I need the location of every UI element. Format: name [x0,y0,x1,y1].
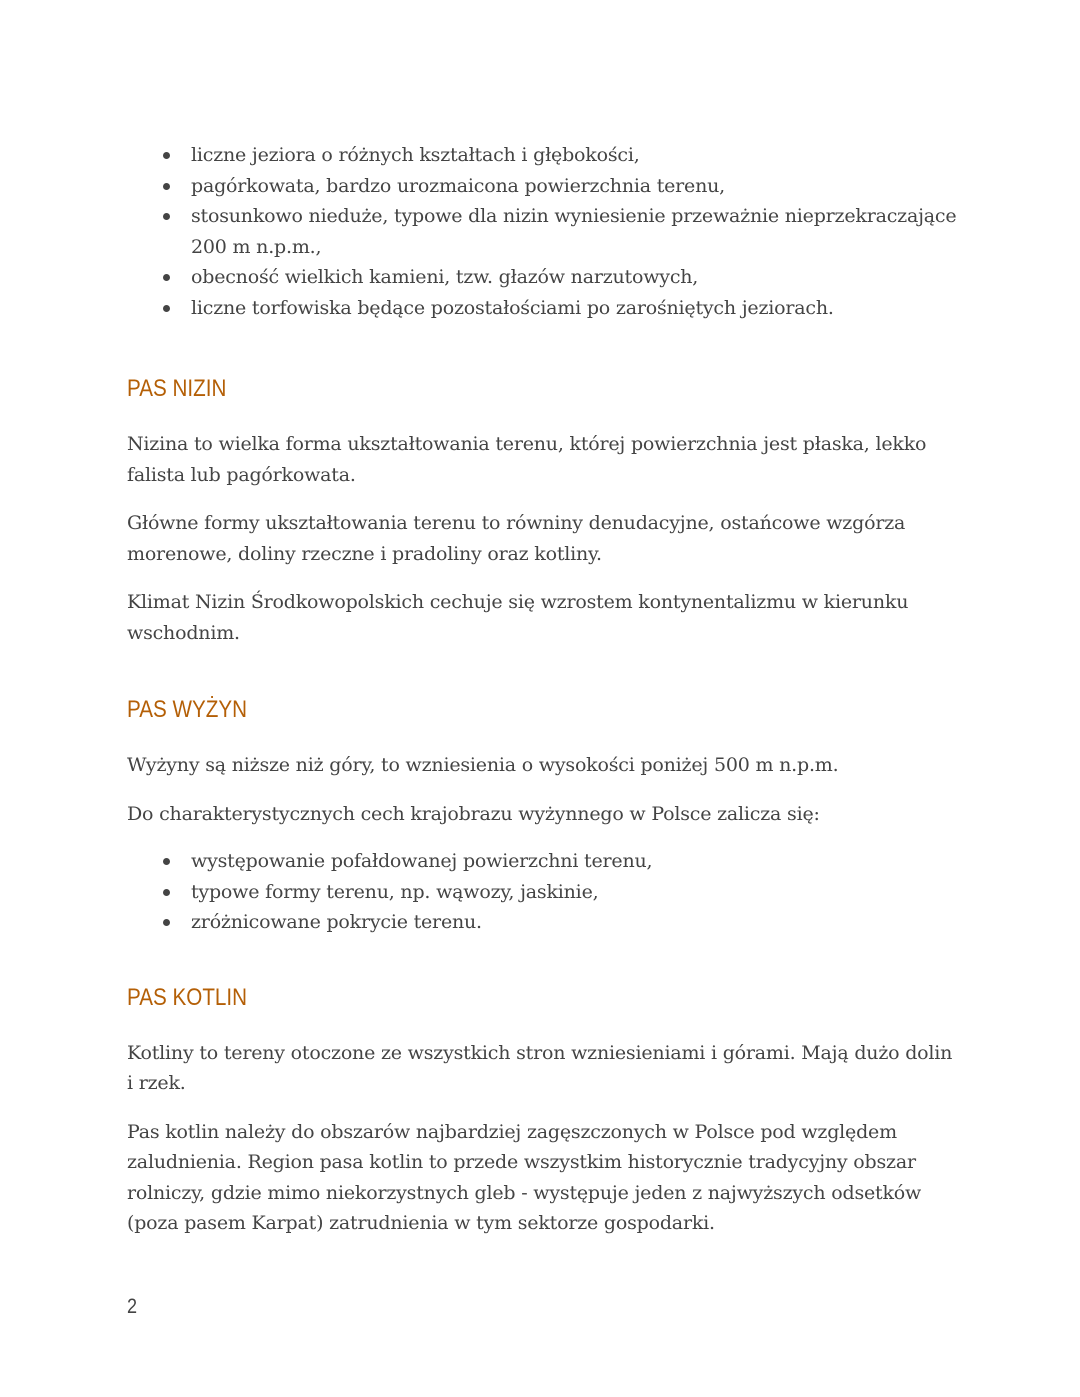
list-item-text: typowe formy terenu, np. wąwozy, jaskinie, [191,880,599,903]
document-page [127,140,957,1239]
list-item [163,171,957,202]
list-item [163,262,957,293]
section-heading-kotlin: PAS KOTLIN [127,983,248,1011]
paragraph: Kotliny to tereny otoczone ze wszystkich stron wzniesieniami i górami. Mają dużo dolin i rzek. [127,1041,953,1094]
list-item [163,846,957,877]
list-item-text: występowanie pofałdowanej powierzchni terenu, [191,850,653,872]
list-item-text: liczne jeziora o różnych kształtach i głębokości, [191,144,640,166]
bullet-icon [163,858,170,865]
paragraph: Do charakterystycznych cech krajobrazu wyżynnego w Polsce zalicza się: [127,802,820,825]
section-heading-nizin: PAS NIZIN [127,375,227,402]
list-item [163,877,957,908]
bullet-icon [163,183,170,190]
bullet-icon [163,889,170,896]
list-item-text: stosunkowo nieduże, typowe dla nizin wyniesienie przeważnie nieprzekraczające 200 m n.p.m., [191,205,957,258]
bullet-icon [163,305,170,312]
paragraph: Klimat Nizin Środkowopolskich cechuje się wzrostem kontynentalizmu w kierunku wschodnim. [127,591,909,644]
list-item [163,907,957,938]
bullet-icon [163,213,170,220]
wyzyn-bullet-list [127,846,957,938]
paragraph: Pas kotlin należy do obszarów najbardziej zagęszczonych w Polsce pod względem zaludnienia. Region pasa kotlin to przede wszystkim historycznie tradycyjny obszar rolniczy, gdzie mimo niekorzystnych gleb - występuje jeden z najwyższych odsetków (poza pasem Karpat) zatrudnienia w tym sektorze gospodarki. [127,1120,922,1234]
bullet-icon [163,152,170,159]
list-item-text: liczne torfowiska będące pozostałościami po zarośniętych jeziorach. [191,296,834,319]
intro-bullet-list [127,140,957,323]
list-item-text: zróżnicowane pokrycie terenu. [191,911,482,933]
section-heading-wyzyn: PAS WYŻYN [127,696,248,723]
paragraph: Nizina to wielka forma ukształtowania terenu, której powierzchnia jest płaska, lekko falista lub pagórkowata. [127,433,927,486]
list-item [163,140,957,171]
paragraph: Wyżyny są niższe niż góry, to wzniesienia o wysokości poniżej 500 m n.p.m. [127,754,839,776]
bullet-icon [163,274,170,281]
list-item [163,293,957,324]
page-number: 2 [127,1295,138,1318]
paragraph: Główne formy ukształtowania terenu to równiny denudacyjne, ostańcowe wzgórza morenowe, doliny rzeczne i pradoliny oraz kotliny. [127,512,906,565]
list-item-text: pagórkowata, bardzo urozmaicona powierzchnia terenu, [191,174,726,197]
bullet-icon [163,919,170,926]
list-item-text: obecność wielkich kamieni, tzw. głazów narzutowych, [191,266,699,288]
list-item [163,201,957,262]
